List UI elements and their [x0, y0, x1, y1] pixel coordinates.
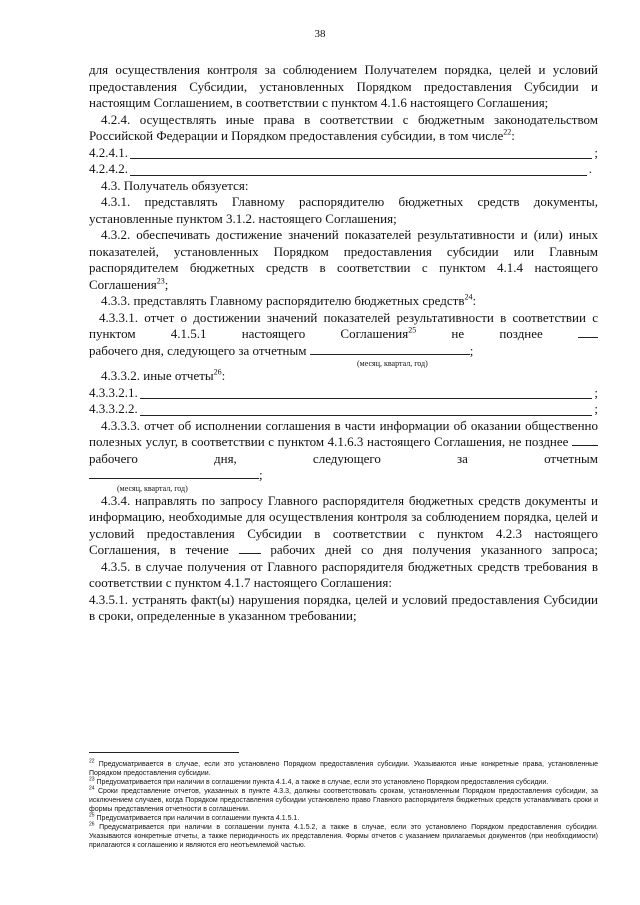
paragraph-4-3-1: 4.3.1. представлять Главному распорядителю бюджетных средств документы, установленные пунктом 3.1.2. настоящего Соглашения;: [89, 194, 598, 226]
page-number: 38: [314, 28, 326, 40]
caption-period: (месяц, квартал, год): [117, 483, 188, 493]
footnote-24: $^{24}$ Сроки представление отчетов, указанных в пункте 4.3.3, должны соответствовать срокам, установленным Порядком предоставления субсидии, за исключением случаев, когда Порядком предоставления субсидии установлено право Главного распорядителя бюджетных средств устанавливать сроки и формы представления отчетности в соглашении.: [89, 785, 599, 813]
paragraph-4-3-3-3-cont: ;: [89, 467, 598, 484]
footnotes: [89, 752, 598, 850]
fill-in-line: [140, 386, 593, 399]
footnote-26: $^{26}$ Предусматривается при наличии в соглашении пункта 4.1.5.2, а также в случае, если это установлено Порядком предоставления субсидии. Указываются конкретные отчеты, а также периодичность их представления. Формы отчетов с указанием прилагаемых документов (при необходимости) прилагаются к соглашению и являются его неотъемлемой частью.: [89, 821, 598, 849]
paragraph-4-3-3: 4.3.3. представлять Главному распорядителю бюджетных средств$^{24}$:: [101, 292, 477, 308]
footnote-separator: [89, 752, 239, 753]
paragraph-4-3-3-3: 4.3.3.3. отчет об исполнении соглашения в части информации об оказании общественно полезных услуг, в соответствии с пунктом 4.1.6.3 настоящего Соглашения, не позднее рабочего дня, следующего за отчетным: [89, 417, 598, 466]
paragraph-4-3-3-1: 4.3.3.1. отчет о достижении значений показателей результативности в соответствии с пунктом 4.1.5.1 настоящего Соглашения$^{25}$ не позднее: [89, 309, 598, 341]
footnote-ref-23: 23: [156, 276, 165, 286]
paragraph-4-3-3-1-cont: рабочего дня, следующего за отчетным ;: [89, 342, 474, 358]
paragraph-4-3-5: 4.3.5. в случае получения от Главного распорядителя бюджетных средств требования в соответствии с пунктом 4.1.7 настоящего Соглашения:: [89, 558, 598, 590]
fill-in-line: [130, 146, 592, 159]
footnote-ref-24: 24: [464, 292, 473, 302]
item-4-2-4-1: 4.2.4.1. ;: [89, 144, 598, 160]
paragraph-control-continuation: для осуществления контроля за соблюдением Получателем порядка, целей и условий предоставления Субсидии, установленных Порядком предоставления Субсидии и настоящим Соглашением, в соответствии с пунктом 4.1.6 настоящего Соглашения;: [89, 62, 598, 110]
footnote-25: $^{25}$ Предусматривается при наличии в соглашении пункта 4.1.5.1.: [89, 812, 300, 822]
fill-in-blank: [578, 326, 598, 338]
paragraph-4-3-2: 4.3.2. обеспечивать достижение значений показателей результативности и (или) иных показателей, установленных Порядком предоставления субсидии или Главным распорядителем бюджетных средств в соответствии с пунктом 4.1.4 настоящего Соглашения$^{23}$;: [89, 227, 598, 292]
footnote-ref-25: 25: [408, 325, 417, 335]
fill-in-blank: [572, 434, 598, 446]
fill-in-blank-period: [89, 467, 259, 479]
fill-in-blank: [239, 542, 261, 554]
document-body: [89, 62, 598, 625]
paragraph-4-3-4: 4.3.4. направлять по запросу Главного распорядителя бюджетных средств документы и информацию, необходимые для осуществления контроля за соблюдением порядка, целей и условий предоставления Субсидии в соответствии с пунктом 4.2.3 настоящего Соглашения, в течение рабочих дней со дня получения указанного запроса;: [89, 492, 599, 557]
item-4-2-4-2: 4.2.4.2. .: [89, 161, 592, 176]
caption-period: (месяц, квартал, год): [357, 359, 428, 368]
paragraph-4-3-3-2: 4.3.3.2. иные отчеты$^{26}$:: [101, 367, 226, 383]
footnote-22: $^{22}$ Предусматривается в случае, если это установлено Порядком предоставления субсидии. Указываются иные конкретные права, установленные Порядком предоставления субсидии.: [89, 758, 598, 777]
footnote-ref-22: 22: [503, 127, 512, 137]
fill-in-line: [140, 403, 593, 416]
paragraph-4-2-4: 4.2.4. осуществлять иные права в соответствии с бюджетным законодательством Российской Федерации и Порядком предоставления субсидии, в том числе$^{22}$:: [89, 111, 598, 143]
paragraph-4-3-5-1: 4.3.5.1. устранять факт(ы) нарушения порядка, целей и условий предоставления Субсидии в сроки, определенные в указанном требовании;: [89, 591, 598, 623]
item-4-3-3-2-1: 4.3.3.2.1. ;: [89, 384, 598, 400]
footnote-23: $^{23}$ Предусматривается при наличии в соглашении пункта 4.1.4, а также в случае, если это установлено Порядком предоставления субсидии.: [89, 776, 549, 786]
fill-in-line: [130, 163, 587, 176]
fill-in-blank-period: [310, 343, 470, 355]
paragraph-4-3: 4.3. Получатель обязуется:: [101, 177, 249, 193]
footnote-ref-26: 26: [213, 367, 222, 377]
item-4-3-3-2-2: 4.3.3.2.2. ;: [89, 401, 598, 416]
